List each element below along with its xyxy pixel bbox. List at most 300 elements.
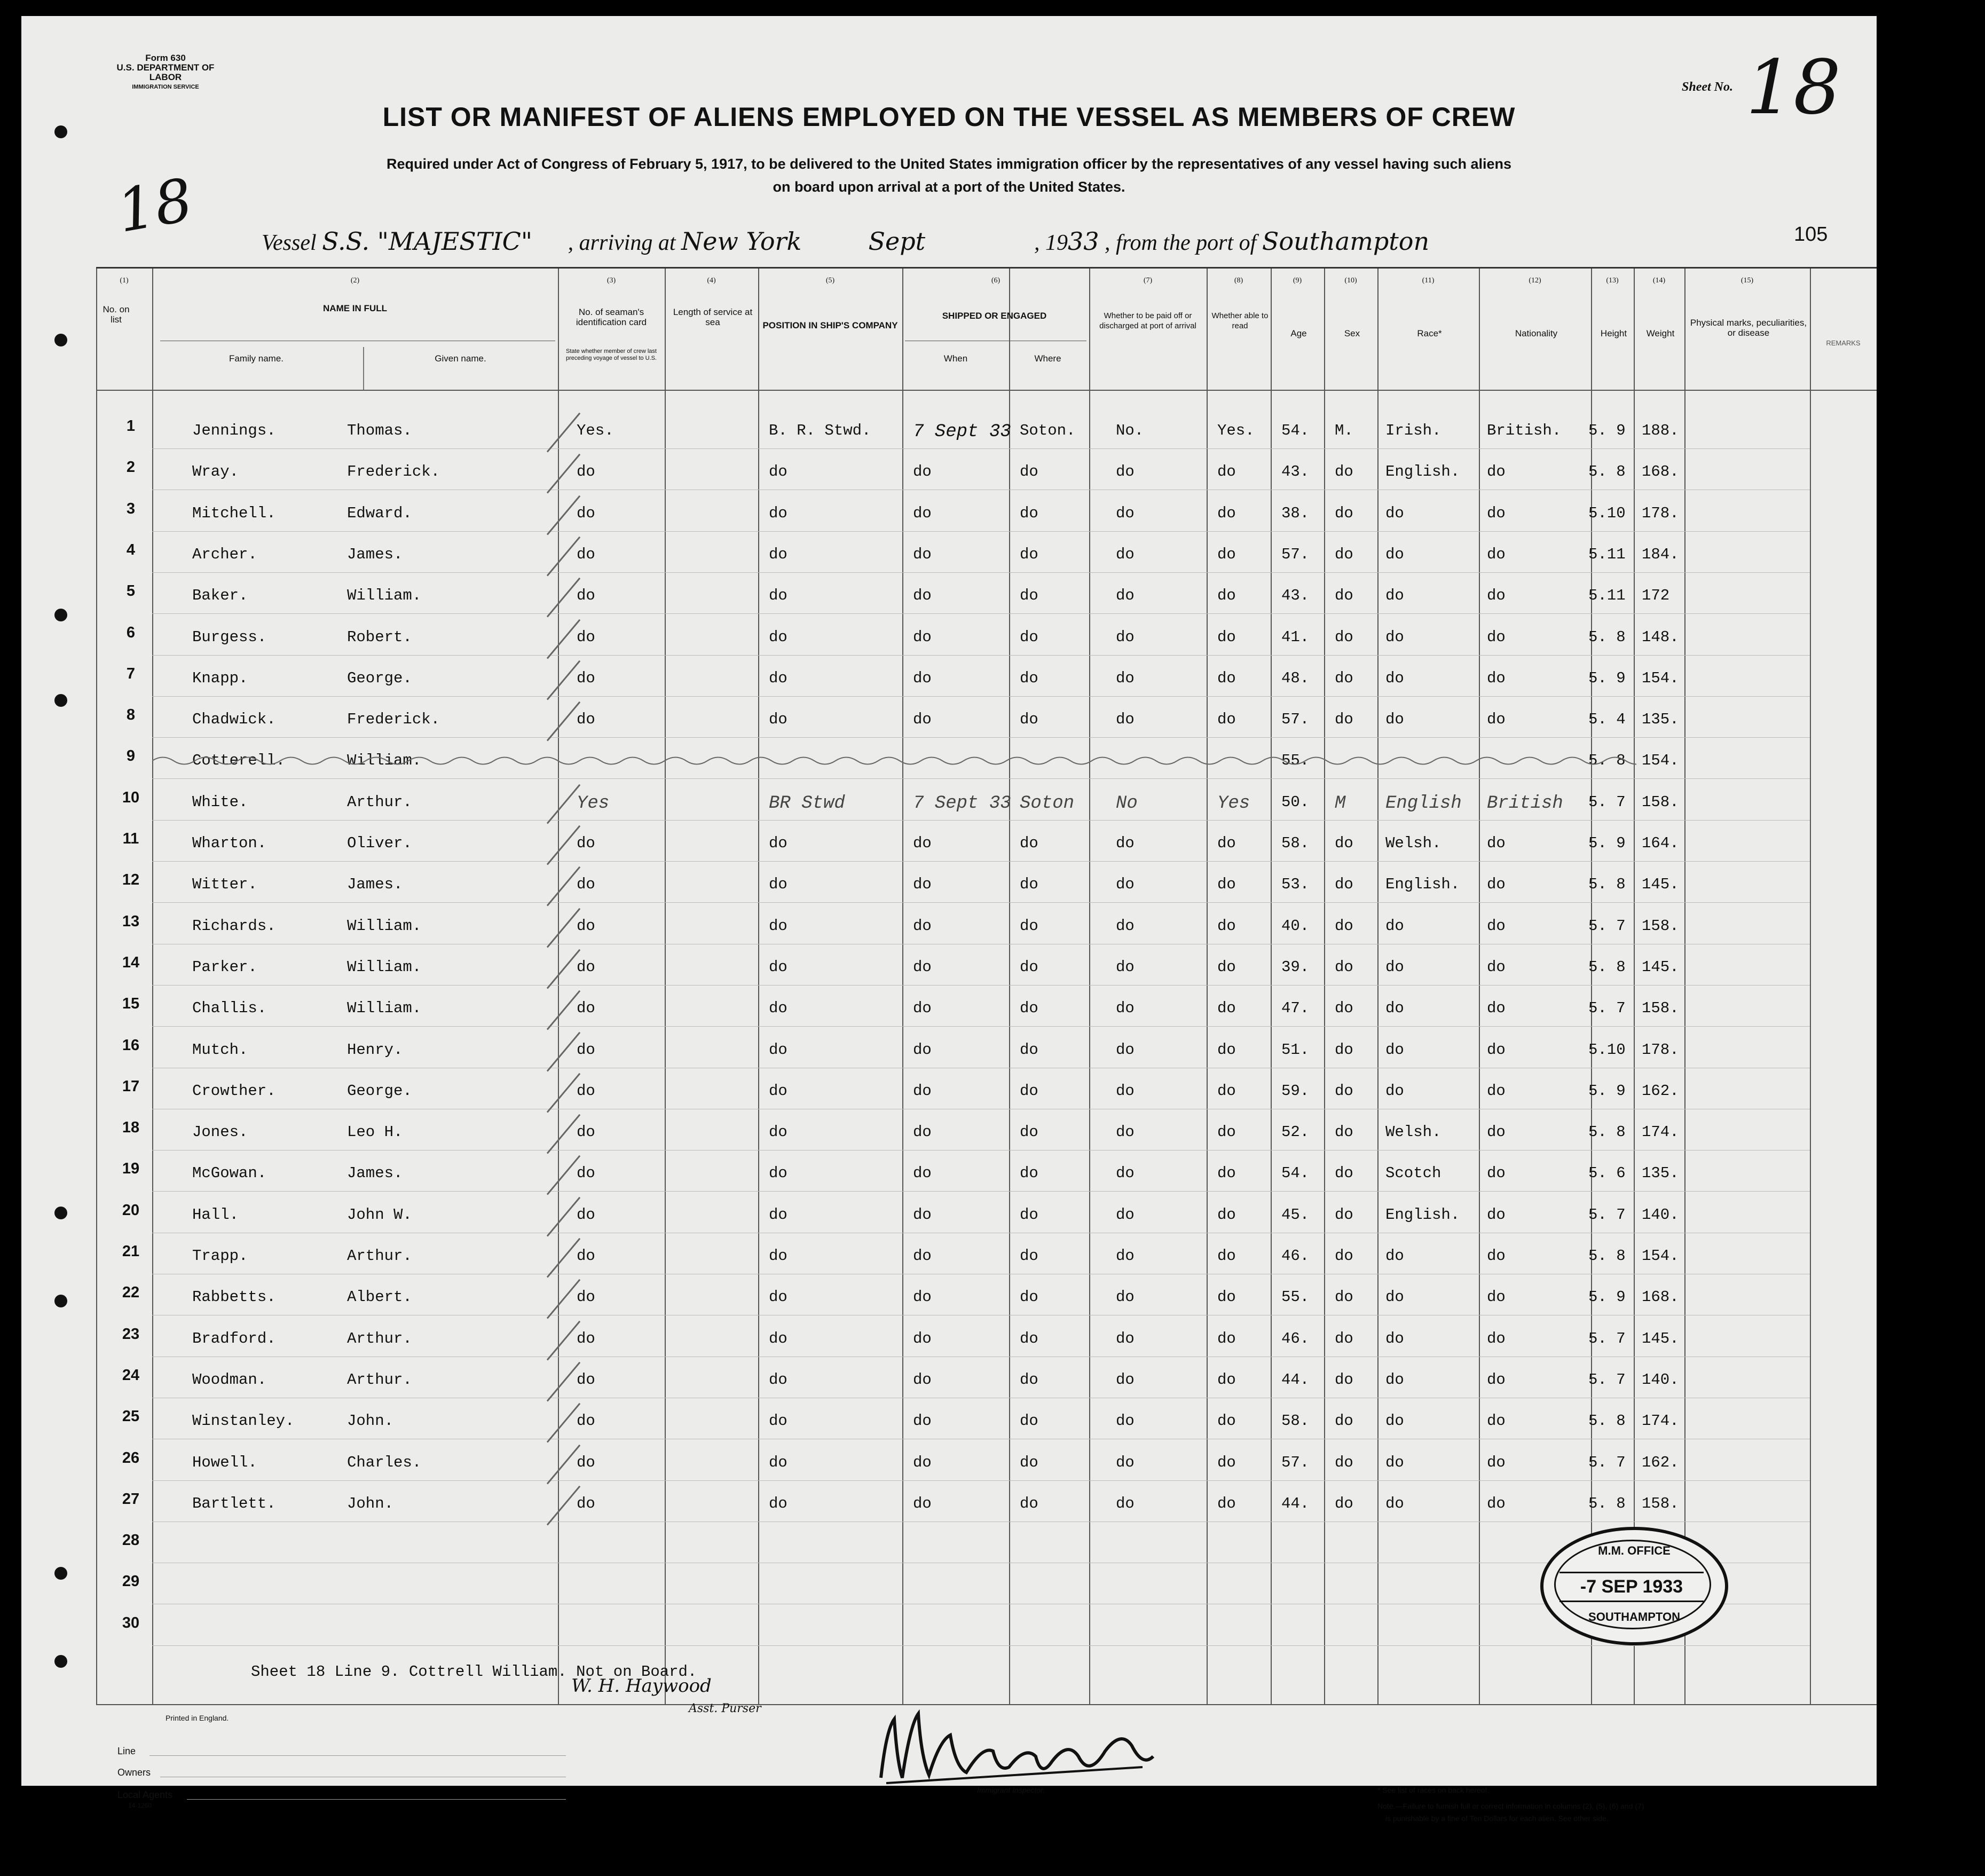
row-number: 24 <box>122 1366 140 1384</box>
col-head-given: Given name. <box>435 353 486 364</box>
cell-nationality: do <box>1487 1247 1506 1265</box>
cell-nationality: do <box>1487 1041 1506 1059</box>
column-number: (15) <box>1740 277 1754 285</box>
cell-where: do <box>1020 1082 1038 1100</box>
column-rule <box>1479 269 1480 1704</box>
cell-age: 43. <box>1281 463 1310 481</box>
column-number: (6) <box>991 277 1001 285</box>
check-mark <box>547 454 580 494</box>
margin-number: 18 <box>112 165 198 246</box>
cell-read: do <box>1217 1288 1236 1306</box>
cell-weight: 158. <box>1642 917 1679 935</box>
cell-position: do <box>769 958 787 976</box>
row-number: 9 <box>126 747 136 765</box>
cell-height: 5. 7 <box>1588 1370 1626 1389</box>
cell-weight: 135. <box>1642 1164 1679 1183</box>
check-mark <box>547 1073 580 1113</box>
printed-in: Printed in England. <box>166 1714 229 1722</box>
cell-where: do <box>1020 917 1038 935</box>
cell-given: William. <box>347 587 422 605</box>
cell-read: Yes. <box>1217 422 1255 439</box>
cell-height: 5. 8 <box>1588 876 1626 894</box>
cell-height: 5. 9 <box>1588 834 1626 852</box>
cell-weight: 164. <box>1642 834 1679 852</box>
cell-sex: do <box>1335 711 1353 729</box>
cell-where: do <box>1020 958 1038 976</box>
cell-race: do <box>1385 504 1404 522</box>
cell-race: Scotch <box>1385 1164 1442 1183</box>
cell-paid: No <box>1116 793 1138 814</box>
office-stamp <box>1540 1527 1728 1645</box>
cell-read: do <box>1217 504 1236 522</box>
check-mark <box>547 1486 580 1526</box>
cell-age: 43. <box>1281 587 1310 605</box>
cell-given: John. <box>347 1412 394 1430</box>
cell-height: 5.10 <box>1588 504 1626 522</box>
cell-when: do <box>913 958 932 976</box>
cell-position: do <box>769 1453 787 1471</box>
cell-position: BR Stwd <box>769 793 845 814</box>
cell-given: William. <box>347 999 422 1018</box>
check-mark <box>547 866 580 907</box>
check-mark <box>547 949 580 989</box>
cell-height: 5. 8 <box>1588 463 1626 481</box>
row-number: 15 <box>122 995 140 1013</box>
cell-family: Woodman. <box>192 1370 267 1389</box>
form-code: 14-1260 <box>128 1802 152 1809</box>
cell-position: do <box>769 999 787 1018</box>
check-mark <box>547 1114 580 1154</box>
cell-paid: do <box>1116 1164 1135 1183</box>
cell-race: English. <box>1385 876 1460 894</box>
cell-height: 5.10 <box>1588 1041 1626 1059</box>
cell-weight: 184. <box>1642 545 1679 563</box>
cell-height: 5. 7 <box>1588 999 1626 1018</box>
cell-sex: do <box>1335 999 1353 1018</box>
cell-when: 7 Sept 33 <box>913 422 1011 442</box>
row-number: 3 <box>126 500 136 517</box>
cell-when: do <box>913 1494 932 1512</box>
form-header-block <box>101 53 230 92</box>
cell-race: do <box>1385 1494 1404 1512</box>
cell-read: do <box>1217 1205 1236 1224</box>
cell-read: do <box>1217 834 1236 852</box>
cell-read: do <box>1217 463 1236 481</box>
cell-position: do <box>769 1082 787 1100</box>
column-rule <box>1634 269 1635 1704</box>
cell-when: do <box>913 1164 932 1183</box>
cell-where: do <box>1020 504 1038 522</box>
cell-when: do <box>913 1247 932 1265</box>
cell-sex: do <box>1335 463 1353 481</box>
cell-age: 53. <box>1281 876 1310 894</box>
stamp-top: M.M. OFFICE <box>1598 1544 1671 1557</box>
stamp-date: -7 SEP 1933 <box>1559 1572 1704 1602</box>
cell-nationality: do <box>1487 504 1506 522</box>
column-rule <box>1591 269 1592 1704</box>
check-mark <box>547 701 580 742</box>
row-number: 5 <box>126 582 136 600</box>
row-rule <box>152 1191 1810 1192</box>
cell-when: do <box>913 1288 932 1306</box>
cell-height: 5. 9 <box>1588 1288 1626 1306</box>
sheet-label: Sheet No. <box>1682 80 1733 94</box>
cell-nationality: British <box>1487 793 1563 814</box>
cell-weight: 154. <box>1642 752 1679 770</box>
cell-age: 55. <box>1281 1288 1310 1306</box>
col-head-race: Race* <box>1417 328 1442 338</box>
fine-note-1: Note.—Failure to furnish full or correct information in columns (2), (5), (6) and (7) <box>1377 1802 1644 1810</box>
cell-sex: do <box>1335 1205 1353 1224</box>
cell-position: do <box>769 1494 787 1512</box>
arriving-label: , arriving at <box>568 231 676 255</box>
cell-age: 51. <box>1281 1041 1310 1059</box>
cell-card: do <box>577 587 595 605</box>
cell-race: do <box>1385 999 1404 1018</box>
cell-position: do <box>769 917 787 935</box>
sheet-number: 18 <box>1746 44 1841 131</box>
strike-line-9 <box>152 753 1636 769</box>
cell-read: do <box>1217 1412 1236 1430</box>
cell-sex: do <box>1335 1494 1353 1512</box>
cell-family: Mitchell. <box>192 504 276 522</box>
from-label: , from the port of <box>1105 231 1257 255</box>
cell-read: do <box>1217 1329 1236 1347</box>
col-head-when: When <box>943 353 968 364</box>
column-rule <box>1377 269 1379 1704</box>
column-rule <box>1684 269 1685 1704</box>
cell-weight: 154. <box>1642 669 1679 687</box>
cell-weight: 154. <box>1642 1247 1679 1265</box>
cell-family: Wray. <box>192 463 239 481</box>
cell-nationality: do <box>1487 999 1506 1018</box>
cell-card: do <box>577 504 595 522</box>
cell-position: do <box>769 1370 787 1389</box>
table-top-rule <box>96 267 1877 269</box>
cell-where: do <box>1020 834 1038 852</box>
row-rule <box>152 696 1810 697</box>
cell-card: do <box>577 834 595 852</box>
cell-where: do <box>1020 587 1038 605</box>
cell-card: do <box>577 1370 595 1389</box>
page-title: LIST OR MANIFEST OF ALIENS EMPLOYED ON THE VESSEL AS MEMBERS OF CREW <box>382 102 1516 132</box>
cell-given: Arthur. <box>347 1247 412 1265</box>
row-number: 23 <box>122 1325 140 1343</box>
row-number: 12 <box>122 871 140 889</box>
cell-given: John. <box>347 1494 394 1512</box>
check-mark <box>547 825 580 865</box>
cell-weight: 145. <box>1642 1329 1679 1347</box>
cell-given: William. <box>347 752 422 770</box>
row-number: 20 <box>122 1201 140 1219</box>
punch-hole <box>54 334 67 346</box>
column-rule <box>1089 269 1090 1704</box>
cell-read: do <box>1217 1453 1236 1471</box>
cell-card: do <box>577 711 595 729</box>
cell-read: do <box>1217 876 1236 894</box>
check-mark <box>547 1362 580 1402</box>
cell-card: do <box>577 1247 595 1265</box>
cell-race: do <box>1385 1288 1404 1306</box>
cell-given: Frederick. <box>347 711 440 729</box>
column-rule <box>1009 269 1010 1704</box>
cell-paid: do <box>1116 876 1135 894</box>
column-number: (13) <box>1606 277 1619 285</box>
row-number: 18 <box>122 1119 140 1137</box>
from-port: Southampton <box>1262 227 1430 256</box>
cell-family: Mutch. <box>192 1041 248 1059</box>
row-rule <box>152 820 1810 821</box>
cell-sex: do <box>1335 587 1353 605</box>
row-rule <box>152 902 1810 903</box>
cell-height: 5. 9 <box>1588 1082 1626 1100</box>
column-rule <box>1810 269 1811 1704</box>
row-number: 22 <box>122 1284 140 1302</box>
department: U.S. DEPARTMENT OF LABOR <box>116 62 215 82</box>
cell-card: do <box>577 1288 595 1306</box>
cell-when: do <box>913 876 932 894</box>
cell-family: Crowther. <box>192 1082 276 1100</box>
col-head-name: NAME IN FULL <box>323 303 387 313</box>
cell-when: do <box>913 545 932 563</box>
cell-given: George. <box>347 669 412 687</box>
cell-nationality: do <box>1487 958 1506 976</box>
column-rule <box>1207 269 1208 1704</box>
cell-height: 5. 8 <box>1588 752 1626 770</box>
cell-paid: do <box>1116 545 1135 563</box>
cell-race: English <box>1385 793 1462 814</box>
cell-race: do <box>1385 917 1404 935</box>
cell-race: Welsh. <box>1385 1123 1442 1141</box>
cell-paid: No. <box>1116 422 1144 439</box>
cell-nationality: do <box>1487 876 1506 894</box>
col-head-family: Family name. <box>229 353 284 364</box>
cell-card: do <box>577 1205 595 1224</box>
cell-race: do <box>1385 1453 1404 1471</box>
row-number: 17 <box>122 1077 140 1095</box>
cell-given: Robert. <box>347 628 412 646</box>
cell-when: do <box>913 1453 932 1471</box>
cell-race: do <box>1385 1082 1404 1100</box>
check-mark <box>547 1320 580 1360</box>
cell-when: do <box>913 1082 932 1100</box>
cell-height: 5. 6 <box>1588 1164 1626 1183</box>
check-mark <box>547 990 580 1030</box>
cell-position: B. R. Stwd. <box>769 422 871 439</box>
cell-age: 39. <box>1281 958 1310 976</box>
vessel-label: Vessel <box>262 231 317 255</box>
column-number: (9) <box>1293 277 1302 285</box>
cell-given: Arthur. <box>347 1329 412 1347</box>
cell-family: Howell. <box>192 1453 257 1471</box>
col-head-read: Whether able to read <box>1211 311 1269 330</box>
column-rule <box>558 269 559 1704</box>
cell-position: do <box>769 545 787 563</box>
cell-weight: 172 <box>1642 587 1670 605</box>
cell-height: 5. 7 <box>1588 917 1626 935</box>
punch-hole <box>54 1567 67 1580</box>
cell-when: do <box>913 587 932 605</box>
cell-when: do <box>913 1205 932 1224</box>
cell-paid: do <box>1116 1370 1135 1389</box>
cell-given: Arthur. <box>347 1370 412 1389</box>
cell-read: do <box>1217 587 1236 605</box>
inspector-label: Immigrant Inspector. <box>977 1786 1045 1794</box>
check-mark <box>547 1196 580 1236</box>
cell-when: do <box>913 834 932 852</box>
cell-age: 59. <box>1281 1082 1310 1100</box>
form-number: Form 630 <box>145 53 186 63</box>
cell-weight: 140. <box>1642 1205 1679 1224</box>
arrival-month: Sept <box>868 227 926 256</box>
arriving-port: New York <box>681 227 802 256</box>
cell-race: English. <box>1385 463 1460 481</box>
arrival-year: 33 <box>1068 227 1099 256</box>
fine-note-2: is punishable by a fine of Ten Dollars for each alien. See other side. <box>1385 1814 1609 1823</box>
cell-paid: do <box>1116 463 1135 481</box>
cell-height: 5. 9 <box>1588 422 1626 439</box>
check-mark <box>547 660 580 700</box>
cell-family: McGowan. <box>192 1164 267 1183</box>
cell-age: 52. <box>1281 1123 1310 1141</box>
cell-weight: 178. <box>1642 1041 1679 1059</box>
col-head-height: Height <box>1600 328 1627 338</box>
cell-paid: do <box>1116 1494 1135 1512</box>
cell-nationality: do <box>1487 1082 1506 1100</box>
cell-sex: do <box>1335 917 1353 935</box>
cell-weight: 188. <box>1642 422 1679 439</box>
col-head-shipped: SHIPPED OR ENGAGED <box>942 311 1047 321</box>
cell-family: Chadwick. <box>192 711 276 729</box>
cell-paid: do <box>1116 834 1135 852</box>
cell-family: Rabbetts. <box>192 1288 276 1306</box>
cell-age: 48. <box>1281 669 1310 687</box>
row-number: 19 <box>122 1160 140 1178</box>
punch-hole <box>54 1295 67 1307</box>
cell-given: Thomas. <box>347 422 412 439</box>
check-mark <box>547 1279 580 1319</box>
row-number: 10 <box>122 789 140 806</box>
row-number: 13 <box>122 912 140 930</box>
cell-card: do <box>577 1329 595 1347</box>
cell-sex: do <box>1335 1247 1353 1265</box>
cell-family: Knapp. <box>192 669 248 687</box>
cell-card: do <box>577 1123 595 1141</box>
cell-height: 5. 7 <box>1588 793 1626 811</box>
cell-given: James. <box>347 1164 403 1183</box>
cell-weight: 168. <box>1642 463 1679 481</box>
row-number: 30 <box>122 1614 140 1631</box>
cell-when: do <box>913 711 932 729</box>
cell-where: Soton <box>1020 793 1075 814</box>
cell-age: 57. <box>1281 1453 1310 1471</box>
vessel-name: S.S. "MAJESTIC" <box>322 227 532 256</box>
row-rule <box>152 1026 1810 1027</box>
cell-card: do <box>577 545 595 563</box>
column-rule <box>758 269 759 1704</box>
row-rule <box>152 655 1810 656</box>
cell-sex: do <box>1335 1041 1353 1059</box>
cell-weight: 145. <box>1642 876 1679 894</box>
cell-weight: 162. <box>1642 1453 1679 1471</box>
cell-height: 5.11 <box>1588 587 1626 605</box>
cell-height: 5. 8 <box>1588 628 1626 646</box>
cell-family: Bartlett. <box>192 1494 276 1512</box>
cell-position: do <box>769 1205 787 1224</box>
cell-sex: do <box>1335 1288 1353 1306</box>
agents-rule <box>187 1799 566 1800</box>
col-head-physical: Physical marks, peculiarities, or disease <box>1690 318 1807 338</box>
col-head-paid-off: Whether to be paid off or discharged at port of arrival <box>1099 311 1196 330</box>
cell-family: Witter. <box>192 876 257 894</box>
agents-label: Local Agents <box>117 1790 173 1800</box>
cell-nationality: do <box>1487 1288 1506 1306</box>
cell-card: Yes. <box>577 422 614 439</box>
cell-sex: M. <box>1335 422 1353 439</box>
cell-where: do <box>1020 1288 1038 1306</box>
punch-hole <box>54 1207 67 1219</box>
cell-read: do <box>1217 1247 1236 1265</box>
cell-sex: do <box>1335 1412 1353 1430</box>
column-number: (14) <box>1652 277 1666 285</box>
cell-paid: do <box>1116 1329 1135 1347</box>
cell-age: 55. <box>1281 752 1310 770</box>
cell-sex: do <box>1335 1082 1353 1100</box>
cell-given: Oliver. <box>347 834 412 852</box>
cell-where: do <box>1020 1041 1038 1059</box>
col-head-position: POSITION IN SHIP'S COMPANY <box>762 320 898 330</box>
column-number: (4) <box>707 277 716 285</box>
stamp-bottom: SOUTHAMPTON <box>1588 1610 1680 1623</box>
check-mark <box>547 784 580 824</box>
cell-given: James. <box>347 876 403 894</box>
cell-position: do <box>769 669 787 687</box>
cell-given: Edward. <box>347 504 412 522</box>
cell-family: Bradford. <box>192 1329 276 1347</box>
cell-card: do <box>577 1412 595 1430</box>
cell-card: do <box>577 958 595 976</box>
cell-position: do <box>769 587 787 605</box>
check-mark <box>547 1238 580 1278</box>
service: IMMIGRATION SERVICE <box>132 84 199 90</box>
cell-given: Albert. <box>347 1288 412 1306</box>
manifest-sheet <box>21 16 1877 1823</box>
cell-read: do <box>1217 958 1236 976</box>
cell-height: 5. 4 <box>1588 711 1626 729</box>
cell-where: do <box>1020 1164 1038 1183</box>
cell-read: do <box>1217 669 1236 687</box>
cell-read: do <box>1217 545 1236 563</box>
cell-given: Arthur. <box>347 793 412 811</box>
cell-where: do <box>1020 669 1038 687</box>
cell-given: James. <box>347 545 403 563</box>
cell-weight: 162. <box>1642 1082 1679 1100</box>
cell-age: 47. <box>1281 999 1310 1018</box>
cell-where: do <box>1020 463 1038 481</box>
cell-nationality: do <box>1487 1329 1506 1347</box>
cell-family: White. <box>192 793 248 811</box>
cell-age: 38. <box>1281 504 1310 522</box>
row-number: 28 <box>122 1532 140 1549</box>
cell-nationality: do <box>1487 1494 1506 1512</box>
cell-race: do <box>1385 628 1404 646</box>
row-number: 27 <box>122 1490 140 1508</box>
cell-sex: do <box>1335 958 1353 976</box>
cell-height: 5. 7 <box>1588 1329 1626 1347</box>
cell-paid: do <box>1116 669 1135 687</box>
cell-age: 58. <box>1281 1412 1310 1430</box>
cell-race: do <box>1385 958 1404 976</box>
